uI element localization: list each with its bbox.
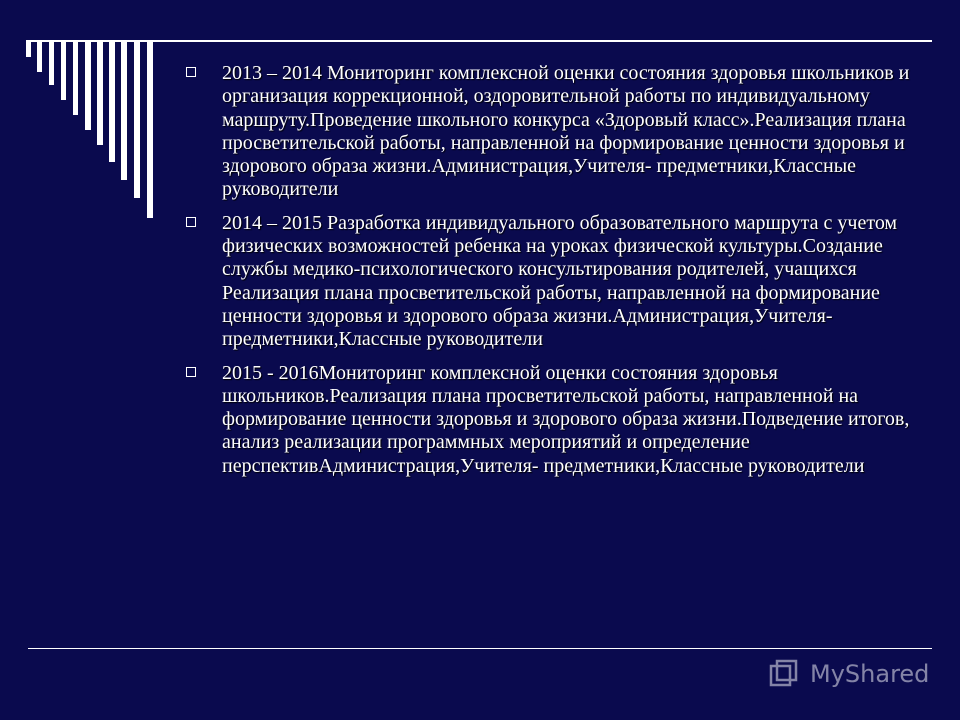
bullet-text: 2015 - 2016Мониторинг комплексной оценки состояния здоровья школьников.Реализация плана просветительской работы, направленной на формирование ценности здоровья и здорового образа жизни.Подведение итогов, анализ реализации программных мероприятий и определение перспективАдминистрация,Учителя- предметники,Классные руководители <box>222 361 910 477</box>
watermark-text: MyShared <box>810 660 930 688</box>
stripe <box>85 40 91 130</box>
bullet-list <box>186 62 916 488</box>
stripe <box>73 40 78 115</box>
top-divider-line <box>28 40 932 42</box>
stripe <box>121 40 127 180</box>
square-bullet-icon <box>186 367 196 377</box>
bullet-item <box>186 362 916 478</box>
bullet-item <box>186 62 916 202</box>
stripe <box>109 40 115 162</box>
square-bullet-icon <box>186 67 196 77</box>
stripe <box>134 40 140 198</box>
stripe <box>147 40 153 218</box>
stripe <box>26 40 31 57</box>
square-bullet-icon <box>186 217 196 227</box>
stripe <box>49 40 54 85</box>
bullet-text: 2014 – 2015 Разработка индивидуального образовательного маршрута с учетом физических возможностей ребенка на уроках физической культуры.Создание службы медико-психологического консультирования родителей, учащихся Реализация плана просветительской работы, направленной на формирование ценности здоровья и здорового образа жизни.Администрация,Учителя- предметники,Классные руководители <box>222 211 898 351</box>
stripe <box>97 40 103 145</box>
bullet-item <box>186 212 916 352</box>
watermark <box>768 657 929 691</box>
bottom-divider-line <box>28 648 932 649</box>
stripe <box>37 40 42 72</box>
bullet-text: 2013 – 2014 Мониторинг комплексной оценки состояния здоровья школьников и организация коррекционной, оздоровительной работы по индивидуальному маршруту.Проведение школьного конкурса «Здоровый класс».Реализация плана просветительской работы, направленной на формирование ценности здоровья и здорового образа жизни.Администрация,Учителя- предметники,Классные руководители <box>222 62 910 201</box>
myshared-logo-icon <box>768 657 802 691</box>
stripe <box>61 40 66 100</box>
